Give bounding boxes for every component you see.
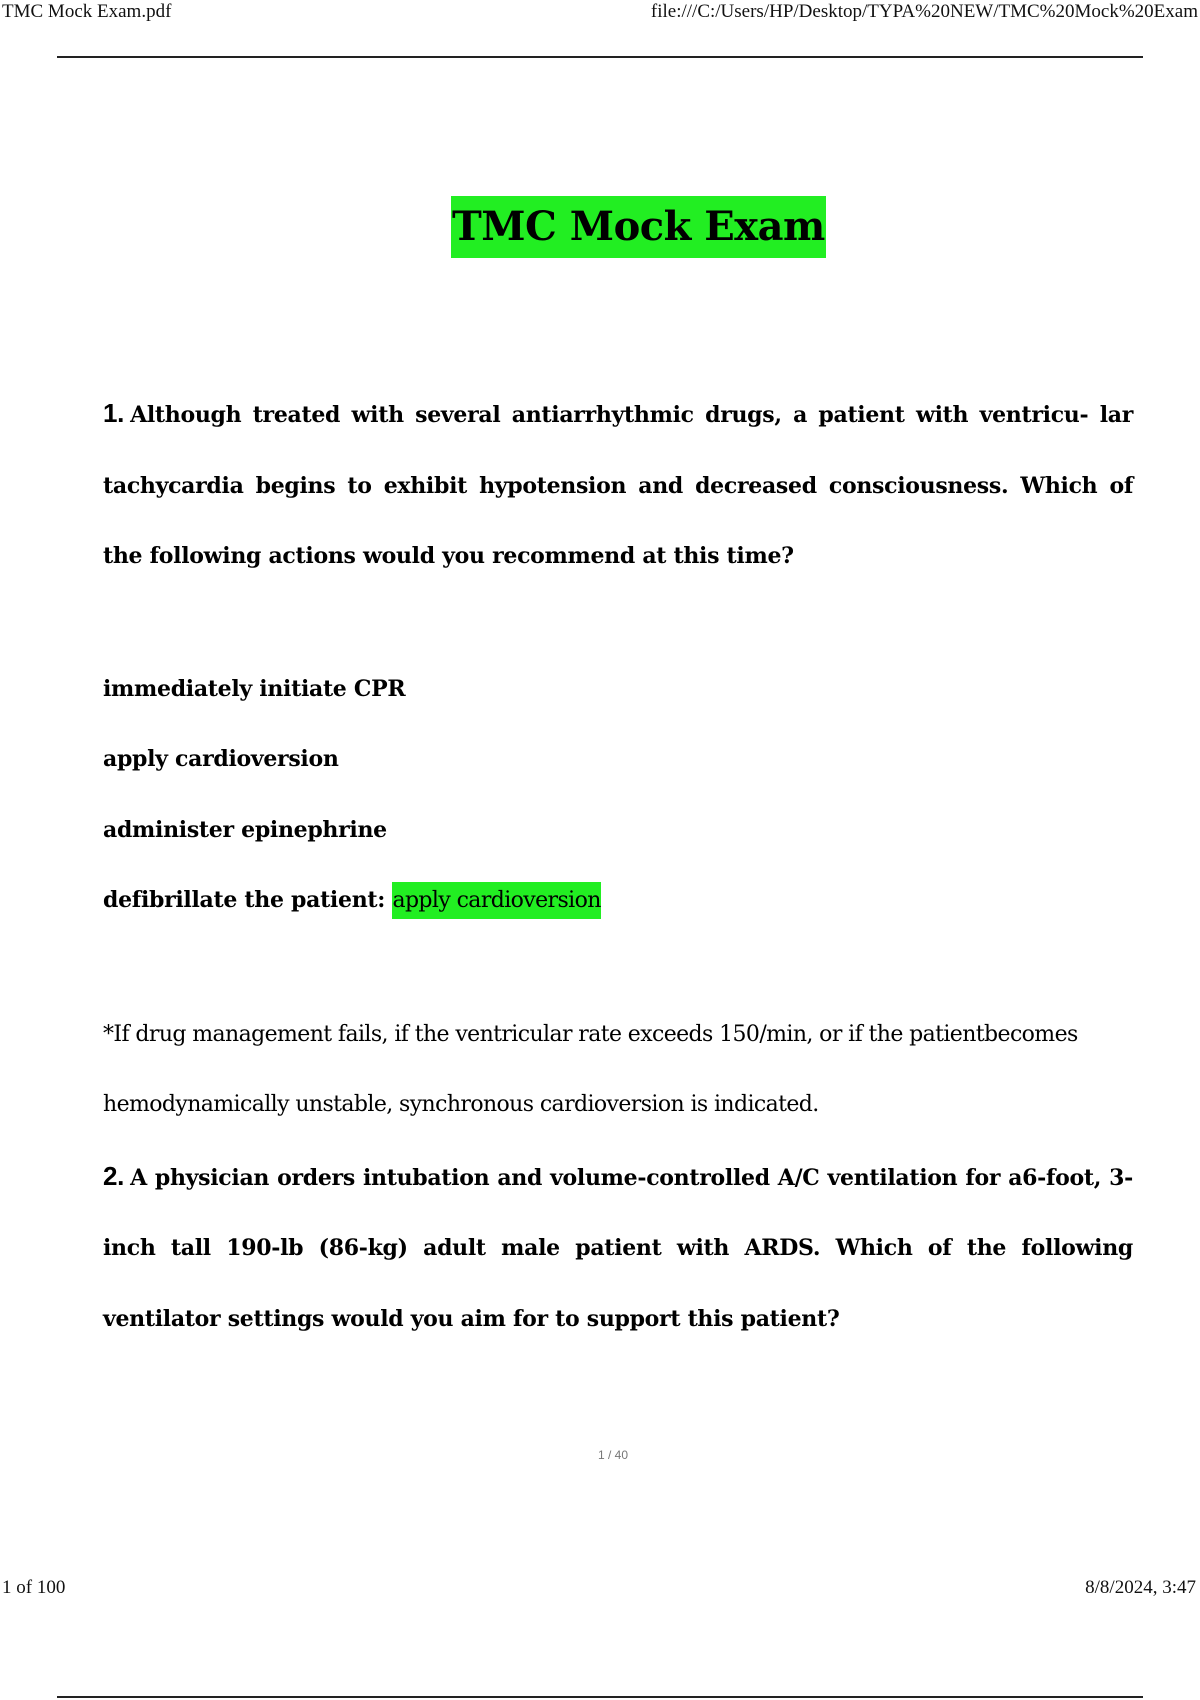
question-block [103, 378, 1133, 1354]
footer-divider [57, 1696, 1143, 1698]
option-label: defibrillate the patient: [103, 887, 386, 913]
question-number: 1. [103, 398, 125, 428]
page-count: 1 of 100 [2, 1577, 66, 1598]
option-item-with-answer [103, 865, 1133, 937]
file-name: TMC Mock Exam.pdf [2, 1, 172, 22]
question-2 [103, 1141, 1133, 1355]
page-title: TMC Mock Exam [451, 196, 826, 258]
option-item: apply cardioversion [103, 746, 339, 772]
page-indicator: 1 / 40 [597, 1448, 629, 1462]
question-1 [103, 378, 1133, 592]
answer-explanation: *If drug management fails, if the ventricular rate exceeds 150/min, or if the patientbecomes hemodynamically unstable, synchronous cardioversion is indicated. [103, 1021, 1078, 1117]
question-number: 2. [103, 1160, 125, 1191]
print-header [0, 0, 1200, 26]
answer-options [103, 654, 1133, 937]
question-text: A physician orders intubation and volume-controlled A/C ventilation for a6-foot, 3-inch tall 190-lb (86-kg) adult male patient with ARDS. Which of the following ventilator settings would you aim for to support this patient? [103, 1164, 1133, 1332]
print-footer [0, 1577, 1200, 1603]
file-url[interactable]: file:///C:/Users/HP/Desktop/TYPA%20NEW/TMC%20Mock%20Exam [650, 1, 1198, 22]
print-datetime: 8/8/2024, 3:47 [1085, 1577, 1196, 1598]
question-text: Although treated with several antiarrhythmic drugs, a patient with ventricu- lar tachycardia begins to exhibit hypotension and decreased consciousness. Which of the following actions would you recommend at this time? [103, 402, 1133, 569]
correct-answer-highlight: apply cardioversion [392, 882, 600, 919]
header-divider [57, 56, 1143, 58]
option-item: immediately initiate CPR [103, 675, 406, 702]
option-item: administer epinephrine [103, 816, 387, 843]
